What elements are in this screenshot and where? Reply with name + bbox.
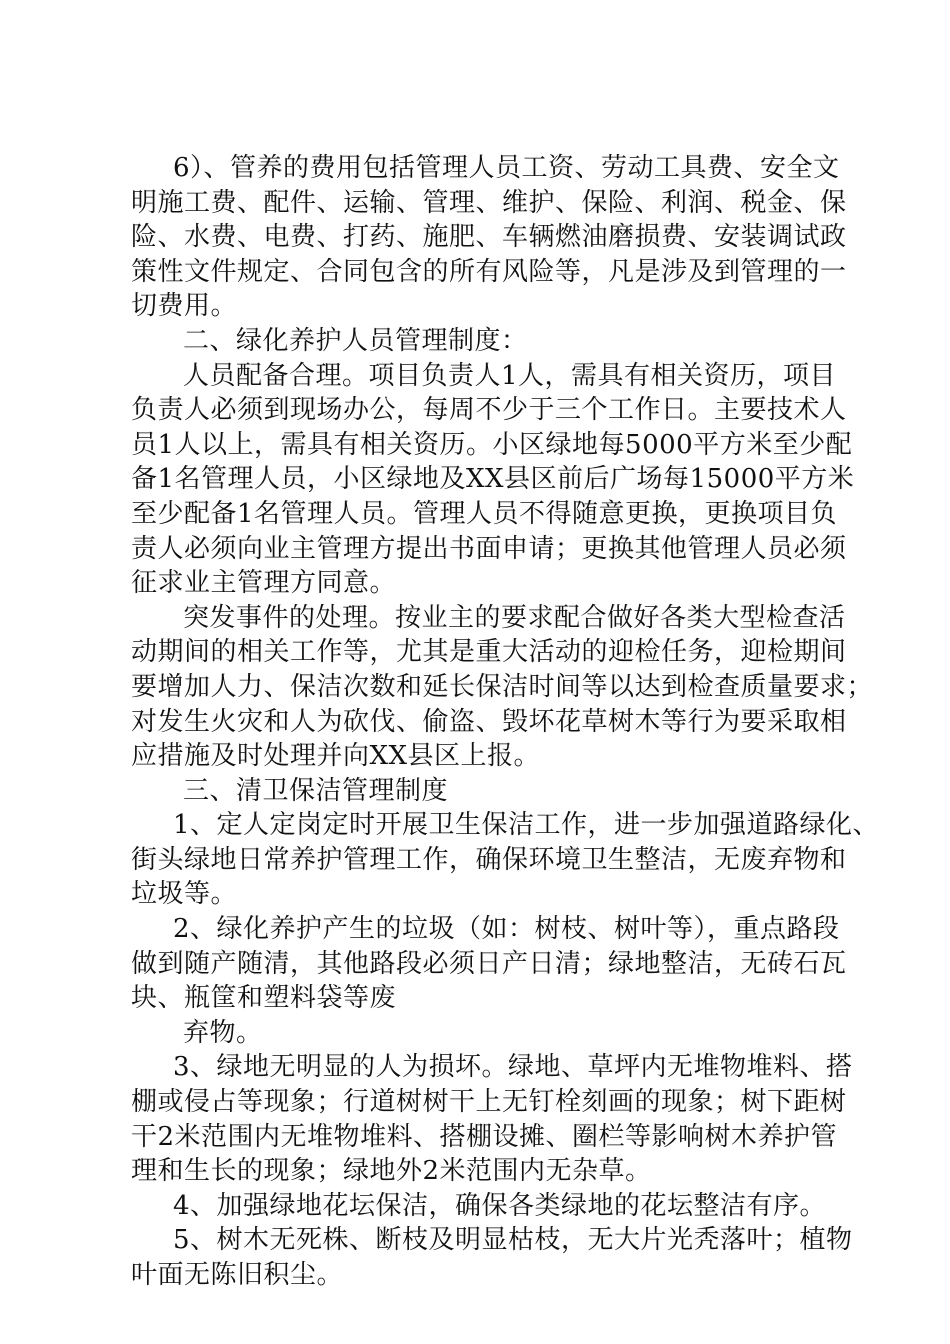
text-line: 人员配备合理。项目负责人1人，需具有相关资历，项目 bbox=[183, 360, 837, 391]
text-line: 6）、管养的费用包括管理人员工资、劳动工具费、安全文 bbox=[173, 153, 840, 183]
text-line: 3、绿地无明显的人为损坏。绿地、草坪内无堆物堆料、搭 bbox=[173, 1052, 853, 1083]
text-line: 动期间的相关工作等，尤其是重大活动的迎检任务，迎检期间 bbox=[131, 637, 847, 668]
text-line: 棚或侵占等现象；行道树树干上无钉栓刻画的现象；树下距树 bbox=[131, 1087, 847, 1118]
text-line: 对发生火灾和人为砍伐、偷盗、毁坏花草树木等行为要采取相 bbox=[131, 706, 847, 737]
text-line: 叶面无陈旧积尘。 bbox=[131, 1260, 344, 1290]
text-line: 1、定人定岗定时开展卫生保洁工作，进一步加强道路绿化、 bbox=[173, 810, 880, 841]
text-line: 员1人以上，需具有相关资历。小区绿地每5000平方米至少配 bbox=[131, 429, 853, 460]
text-line: 4、加强绿地花坛保洁，确保各类绿地的花坛整洁有序。 bbox=[173, 1190, 827, 1221]
text-line: 应措施及时处理并向XX县区上报。 bbox=[131, 741, 541, 772]
text-line: 5、树木无死株、断枝及明显枯枝，无大片光秃落叶；植物 bbox=[173, 1225, 853, 1256]
text-line: 理和生长的现象；绿地外2米范围内无杂草。 bbox=[131, 1156, 652, 1187]
text-line: 弃物。 bbox=[183, 1017, 263, 1048]
text-line: 明施工费、配件、运输、管理、维护、保险、利润、税金、保 bbox=[131, 187, 847, 218]
text-line: 备1名管理人员，小区绿地及XX县区前后广场每15000平方米 bbox=[131, 464, 855, 495]
text-line: 块、瓶筐和塑料袋等废 bbox=[131, 983, 397, 1014]
text-line: 征求业主管理方同意。 bbox=[131, 568, 397, 599]
text-line: 要增加人力、保洁次数和延长保洁时间等以达到检查质量要求； bbox=[131, 671, 874, 702]
text-line: 负责人必须到现场办公，每周不少于三个工作日。主要技术人 bbox=[131, 395, 847, 426]
text-line: 做到随产随清，其他路段必须日产日清；绿地整洁，无砖石瓦 bbox=[131, 948, 847, 979]
text-line: 策性文件规定、合同包含的所有风险等，凡是涉及到管理的一 bbox=[131, 256, 847, 287]
text-line: 切费用。 bbox=[131, 291, 238, 322]
text-line: 2、绿化养护产生的垃圾（如：树枝、树叶等），重点路段 bbox=[173, 914, 840, 945]
text-line: 垃圾等。 bbox=[131, 879, 238, 910]
text-line: 至少配备1名管理人员。管理人员不得随意更换，更换项目负 bbox=[131, 498, 838, 529]
text-line: 突发事件的处理。按业主的要求配合做好各类大型检查活 bbox=[183, 602, 846, 633]
text-line: 街头绿地日常养护管理工作，确保环境卫生整洁，无废弃物和 bbox=[131, 844, 847, 875]
text-line: 责人必须向业主管理方提出书面申请；更换其他管理人员必须 bbox=[131, 533, 847, 564]
section-heading: 三、清卫保洁管理制度 bbox=[183, 775, 449, 806]
section-heading: 二、绿化养护人员管理制度： bbox=[183, 325, 528, 356]
text-line: 干2米范围内无堆物堆料、搭棚设摊、圈栏等影响树木养护管 bbox=[131, 1121, 838, 1152]
document-body bbox=[131, 151, 880, 1293]
text-line: 险、水费、电费、打药、施肥、车辆燃油磨损费、安装调试政 bbox=[131, 222, 847, 253]
